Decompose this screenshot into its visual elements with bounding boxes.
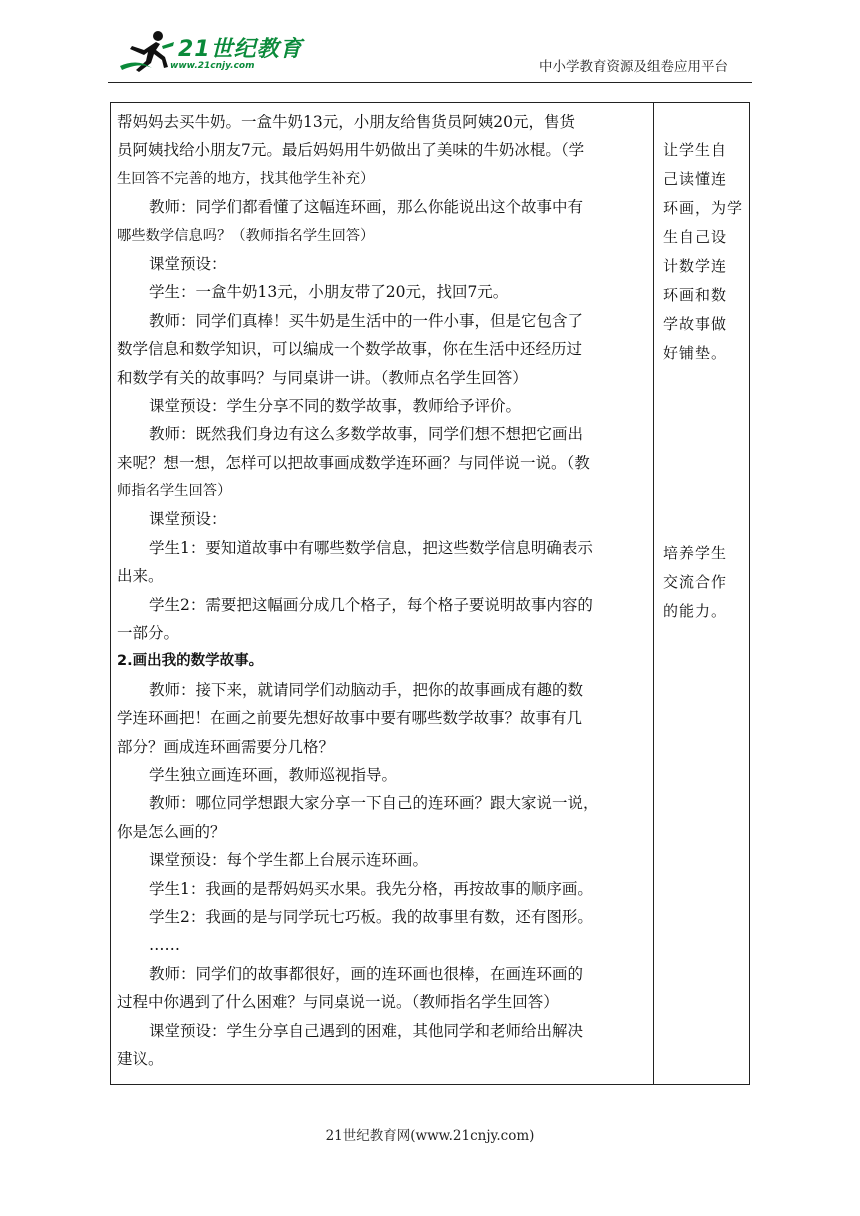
text-line: 出来。 <box>117 567 164 586</box>
side-note-line: 交流合作 <box>663 573 728 591</box>
text-line: 数学信息和数学知识，可以编成一个数学故事，你在生活中还经历过 <box>117 340 583 359</box>
text-line: 教师：既然我们身边有这么多数学故事，同学们想不想把它画出 <box>149 425 584 444</box>
text-line: 过程中你遇到了什么困难？与同桌说一说。（教师指名学生回答） <box>117 993 559 1012</box>
side-note-line: 学故事做 <box>663 315 728 333</box>
header-divider <box>108 82 752 83</box>
text-line: 学生2：我画的是与同学玩七巧板。我的故事里有数，还有图形。 <box>149 907 593 926</box>
text-line: 你是怎么画的？ <box>117 822 226 841</box>
side-note-line: 环画，为学 <box>663 199 744 217</box>
side-note-line: 己读懂连 <box>663 170 728 188</box>
logo-text: 21世纪教育 <box>178 37 303 62</box>
text-line: 课堂预设： <box>149 254 227 273</box>
text-line: 课堂预设：学生分享不同的数学故事，教师给予评价。 <box>149 396 522 415</box>
page-header <box>0 0 860 96</box>
text-line: 学生：一盒牛奶13元，小朋友带了20元，找回7元。 <box>149 283 509 302</box>
text-line: …… <box>149 936 180 955</box>
text-line: 学生2：需要把这幅画分成几个格子，每个格子要说明故事内容的 <box>149 595 593 614</box>
side-note-line: 的能力。 <box>663 602 728 620</box>
column-divider <box>653 103 654 1084</box>
platform-title: 中小学教育资源及组卷应用平台 <box>539 59 728 75</box>
text-line: 学生1：我画的是帮妈妈买水果。我先分格，再按故事的顺序画。 <box>149 879 593 898</box>
side-note-line: 生自己设 <box>663 228 728 246</box>
text-line: 教师：同学们真棒！买牛奶是生活中的一件小事，但是它包含了 <box>149 311 584 330</box>
logo-url: www.21cnjy.com <box>170 61 255 71</box>
design-intent-2 <box>663 539 747 626</box>
text-line: 课堂预设： <box>149 510 227 529</box>
side-note-line: 环画和数 <box>663 286 728 304</box>
text-line: 部分？画成连环画需要分几格？ <box>117 737 335 756</box>
text-line: 生回答不完善的地方，找其他学生补充） <box>117 170 375 187</box>
side-note-line: 计数学连 <box>663 257 728 275</box>
text-line: 员阿姨找给小朋友7元。最后妈妈用牛奶做出了美味的牛奶冰棍。（学 <box>117 141 585 160</box>
section-heading: 2.画出我的数学故事。 <box>117 653 264 670</box>
text-line: 教师：同学们都看懂了这幅连环画，那么你能说出这个故事中有 <box>149 198 584 217</box>
lesson-table <box>110 102 750 1085</box>
text-line: 教师：同学们的故事都很好，画的连环画也很棒，在画连环画的 <box>149 964 584 983</box>
runner-logo-icon <box>118 28 178 74</box>
text-line: 帮妈妈去买牛奶。一盒牛奶13元，小朋友给售货员阿姨20元，售货 <box>117 113 575 131</box>
logo <box>118 28 303 76</box>
design-intent-1 <box>663 136 747 368</box>
text-line: 一部分。 <box>117 624 180 643</box>
text-line: 教师：哪位同学想跟大家分享一下自己的连环画？跟大家说一说， <box>149 794 599 813</box>
text-line: 建议。 <box>117 1049 164 1068</box>
side-note-line: 好铺垫。 <box>663 344 728 362</box>
text-line: 教师：接下来，就请同学们动脑动手，把你的故事画成有趣的数 <box>149 680 584 699</box>
text-line: 来呢？想一想，怎样可以把故事画成数学连环画？与同伴说一说。（教 <box>117 453 590 472</box>
text-line: 和数学有关的故事吗？与同桌讲一讲。（教师点名学生回答） <box>117 368 528 387</box>
text-line: 师指名学生回答） <box>117 483 232 500</box>
text-line: 学连环画把！在画之前要先想好故事中要有哪些数学故事？故事有几 <box>117 709 583 728</box>
text-line: 哪些数学信息吗？（教师指名学生回答） <box>117 227 375 244</box>
side-note-line: 让学生自 <box>663 141 728 159</box>
text-line: 课堂预设：学生分享自己遇到的困难，其他同学和老师给出解决 <box>149 1021 584 1040</box>
side-note-line: 培养学生 <box>663 544 728 562</box>
page-footer: 21世纪教育网(www.21cnjy.com) <box>325 1128 535 1144</box>
text-line: 学生1：要知道故事中有哪些数学信息，把这些数学信息明确表示 <box>149 538 593 557</box>
lesson-content <box>117 108 647 1073</box>
text-line: 学生独立画连环画，教师巡视指导。 <box>149 765 398 784</box>
text-line: 课堂预设：每个学生都上台展示连环画。 <box>149 851 429 870</box>
